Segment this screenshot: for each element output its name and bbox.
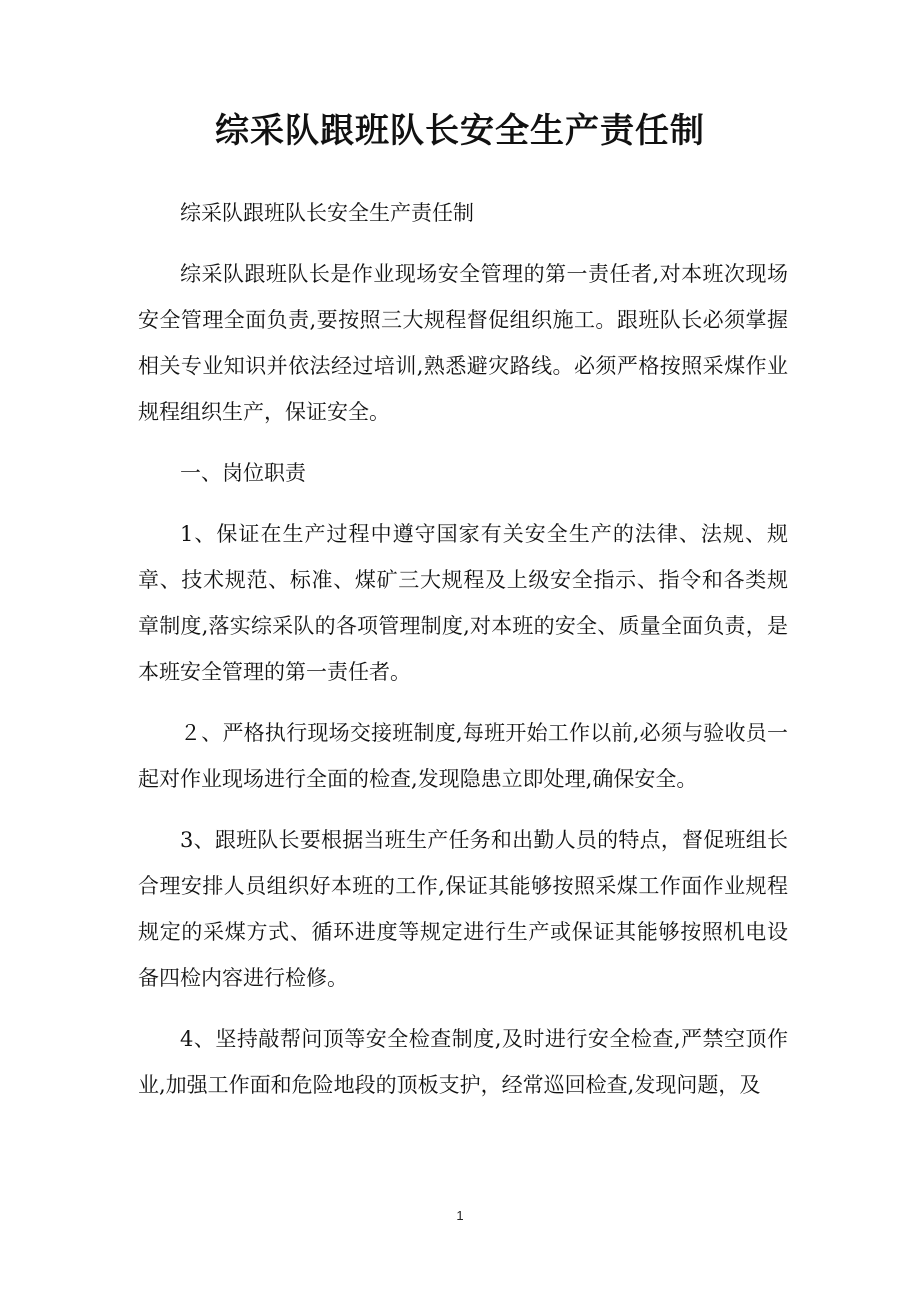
paragraph-duty-1: 1、保证在生产过程中遵守国家有关安全生产的法律、法规、规章、技术规范、标准、煤矿三大规程及上级安全指示、指令和各类规章制度,落实综采队的各项管理制度,对本班的安全、质量全面负责，是本班安全管理的第一责任者。	[138, 522, 788, 684]
paragraph-duty-4: 4、坚持敲帮问顶等安全检查制度,及时进行安全检查,严禁空顶作业,加强工作面和危险地段的顶板支护，经常巡回检查,发现问题，及	[138, 1027, 788, 1097]
document-title: 综采队跟班队长安全生产责任制	[215, 111, 705, 151]
paragraph-subtitle: 综采队跟班队长安全生产责任制	[180, 201, 474, 225]
paragraph-duty-3: 3、跟班队长要根据当班生产任务和出勤人员的特点，督促班组长合理安排人员组织好本班的工作,保证其能够按照采煤工作面作业规程规定的采煤方式、循环进度等规定进行生产或保证其能够按照机电设备四检内容进行检修。	[138, 828, 788, 990]
document-body	[138, 190, 788, 1123]
page-number: 1	[456, 1208, 464, 1223]
paragraph-duty-2: ２、严格执行现场交接班制度,每班开始工作以前,必须与验收员一起对作业现场进行全面的检查,发现隐患立即处理,确保安全。	[138, 721, 788, 791]
section-heading-duties: 一、岗位职责	[180, 461, 306, 485]
paragraph-intro: 综采队跟班队长是作业现场安全管理的第一责任者,对本班次现场安全管理全面负责,要按照三大规程督促组织施工。跟班队长必须掌握相关专业知识并依法经过培训,熟悉避灾路线。必须严格按照采煤作业规程组织生产，保证安全。	[138, 262, 788, 424]
